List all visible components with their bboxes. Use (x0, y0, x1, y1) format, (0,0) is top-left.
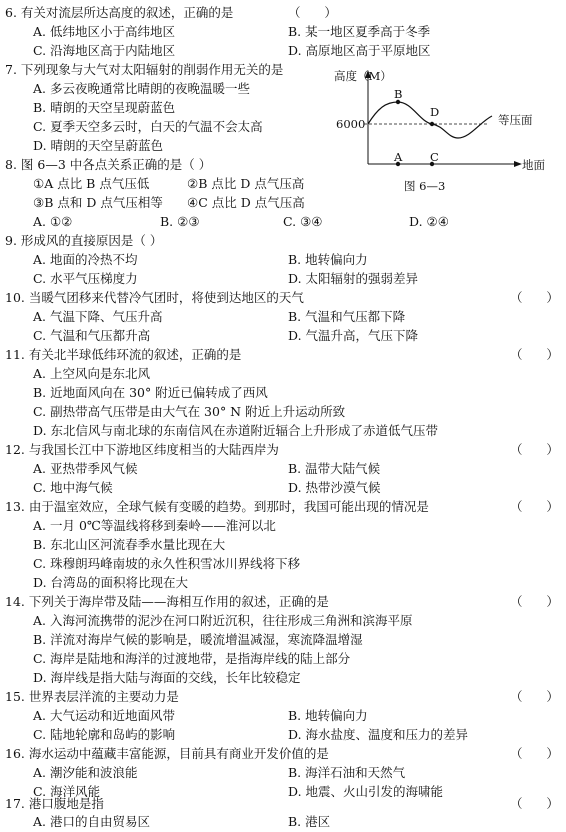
q14-option-a: A. 入海河流携带的泥沙在河口附近沉积，往往形成三角洲和滨海平原 (33, 613, 413, 628)
q17-answer-blank: （ ） (510, 796, 559, 811)
point-d-dot (430, 122, 434, 126)
q8-option-b: B. ②③ (160, 214, 200, 229)
q8-statement-4: ④C 点比 D 点气压高 (187, 195, 305, 210)
q10-option-a: A. 气温下降、气压升高 (33, 309, 163, 324)
q6-option-b: B. 某一地区夏季高于冬季 (288, 24, 431, 39)
q8-statement-3: ③B 点和 D 点气压相等 (33, 195, 163, 210)
q12-option-d: D. 热带沙漠气候 (288, 480, 381, 495)
q17-option-a: A. 港口的自由贸易区 (33, 814, 150, 829)
q15-answer-blank: （ ） (510, 689, 559, 704)
q14-answer-blank: （ ） (510, 594, 559, 609)
q10-stem: 10. 当暖气团移来代替冷气团时，将使到达地区的天气 (5, 290, 304, 305)
q6-option-c: C. 沿海地区高于内陆地区 (33, 43, 176, 58)
q15-stem: 15. 世界表层洋流的主要动力是 (5, 689, 179, 704)
q9-stem: 9. 形成风的直接原因是（ ） (5, 233, 163, 248)
q6-answer-blank: （ ） (288, 5, 337, 20)
q16-option-b: B. 海洋石油和天然气 (288, 765, 406, 780)
q6-option-d: D. 高原地区高于平原地区 (288, 43, 431, 58)
q6-option-a: A. 低纬地区小于高纬地区 (33, 24, 175, 39)
q17-option-b: B. 港区 (288, 814, 331, 829)
q8-option-c: C. ③④ (283, 214, 323, 229)
q13-option-b: B. 东北山区河流春季水量比现在大 (33, 537, 226, 552)
q14-option-c: C. 海岸是陆地和海洋的过渡地带，是指海岸线的陆上部分 (33, 651, 351, 666)
q15-option-c: C. 陆地轮廓和岛屿的影响 (33, 727, 176, 742)
q9-option-a: A. 地面的冷热不均 (33, 252, 138, 267)
figure-6-3 (330, 68, 560, 198)
q16-stem: 16. 海水运动中蕴藏丰富能源，目前具有商业开发价值的是 (5, 746, 329, 761)
q13-stem: 13. 由于温室效应，全球气候有变暖的趋势。到那时，我国可能出现的情况是 (5, 499, 429, 514)
figure-caption: 图 6—3 (404, 179, 446, 193)
isobar-label: 等压面 (498, 113, 533, 127)
q14-option-b: B. 洋流对海岸气候的影响是，暖流增温减湿，寒流降温增湿 (33, 632, 363, 647)
q8-statement-2: ②B 点比 D 点气压高 (187, 176, 305, 191)
ground-arrow (514, 161, 522, 167)
q9-option-d: D. 太阳辐射的强弱差异 (288, 271, 419, 286)
q10-option-d: D. 气温升高，气压下降 (288, 328, 419, 343)
q13-answer-blank: （ ） (510, 499, 559, 514)
q6-stem: 6. 有关对流层所达高度的叙述，正确的是 (5, 5, 234, 20)
q16-option-d: D. 地震、火山引发的海啸能 (288, 784, 444, 799)
q12-option-c: C. 地中海气候 (33, 480, 113, 495)
q12-stem: 12. 与我国长江中下游地区纬度相当的大陆西岸为 (5, 442, 279, 457)
point-d-label: D (430, 105, 440, 119)
q11-option-a: A. 上空风向是东北风 (33, 366, 150, 381)
q15-option-b: B. 地转偏向力 (288, 708, 368, 723)
q7-option-a: A. 多云夜晚通常比晴朗的夜晚温暖一些 (33, 81, 250, 96)
q12-option-b: B. 温带大陆气候 (288, 461, 381, 476)
q12-option-a: A. 亚热带季风气候 (33, 461, 138, 476)
point-c-label: C (430, 150, 439, 164)
q15-option-d: D. 海水盐度、温度和压力的差异 (288, 727, 469, 742)
q16-option-c: C. 海洋风能 (33, 784, 101, 799)
q13-option-d: D. 台湾岛的面积将比现在大 (33, 575, 189, 590)
q7-stem: 7. 下列现象与大气对太阳辐射的削弱作用无关的是 (5, 62, 284, 77)
q11-option-d: D. 东北信风与南北球的东南信风在赤道附近辐合上升形成了赤道低气压带 (33, 423, 439, 438)
q10-option-c: C. 气温和气压都升高 (33, 328, 151, 343)
q16-answer-blank: （ ） (510, 746, 559, 761)
q14-stem: 14. 下列关于海岸带及陆——海相互作用的叙述，正确的是 (5, 594, 329, 609)
q11-stem: 11. 有关北半球低纬环流的叙述，正确的是 (5, 347, 242, 362)
ground-label: 地面 (522, 158, 545, 172)
q17-stem: 17. 港口腹地是指 (5, 796, 104, 811)
q11-option-b: B. 近地面风向在 30° 附近已偏转成了西风 (33, 385, 268, 400)
q8-stem: 8. 图 6—3 中各点关系正确的是（ ） (5, 157, 212, 172)
q15-option-a: A. 大气运动和近地面风带 (33, 708, 175, 723)
q10-answer-blank: （ ） (510, 290, 559, 305)
q16-option-a: A. 潮汐能和波浪能 (33, 765, 138, 780)
q8-option-d: D. ②④ (409, 214, 449, 229)
q13-option-c: C. 珠穆朗玛峰南坡的永久性积雪冰川界线将下移 (33, 556, 301, 571)
q8-option-a: A. ①② (33, 214, 73, 229)
q11-answer-blank: （ ） (510, 347, 559, 362)
q14-option-d: D. 海岸线是指大陆与海面的交线，长年比较稳定 (33, 670, 301, 685)
q7-option-b: B. 晴朗的天空呈现蔚蓝色 (33, 100, 176, 115)
q12-answer-blank: （ ） (510, 442, 559, 457)
point-a-label: A (394, 150, 403, 164)
q10-option-b: B. 气温和气压都下降 (288, 309, 406, 324)
isobar-diagram (330, 68, 560, 198)
q8-statement-1: ①A 点比 B 点气压低 (33, 176, 150, 191)
q11-option-c: C. 副热带高气压带是由大气在 30° N 附近上升运动所致 (33, 404, 346, 419)
point-b-label: B (394, 87, 403, 101)
height-6000-label: 6000 (336, 117, 366, 131)
q9-option-c: C. 水平气压梯度力 (33, 271, 138, 286)
q7-option-d: D. 晴朗的天空呈蔚蓝色 (33, 138, 164, 153)
q9-option-b: B. 地转偏向力 (288, 252, 368, 267)
height-axis-label: 高度（M） (334, 69, 392, 83)
q13-option-a: A. 一月 0℃等温线将移到秦岭——淮河以北 (33, 518, 276, 533)
q7-option-c: C. 夏季天空多云时，白天的气温不会太高 (33, 119, 263, 134)
